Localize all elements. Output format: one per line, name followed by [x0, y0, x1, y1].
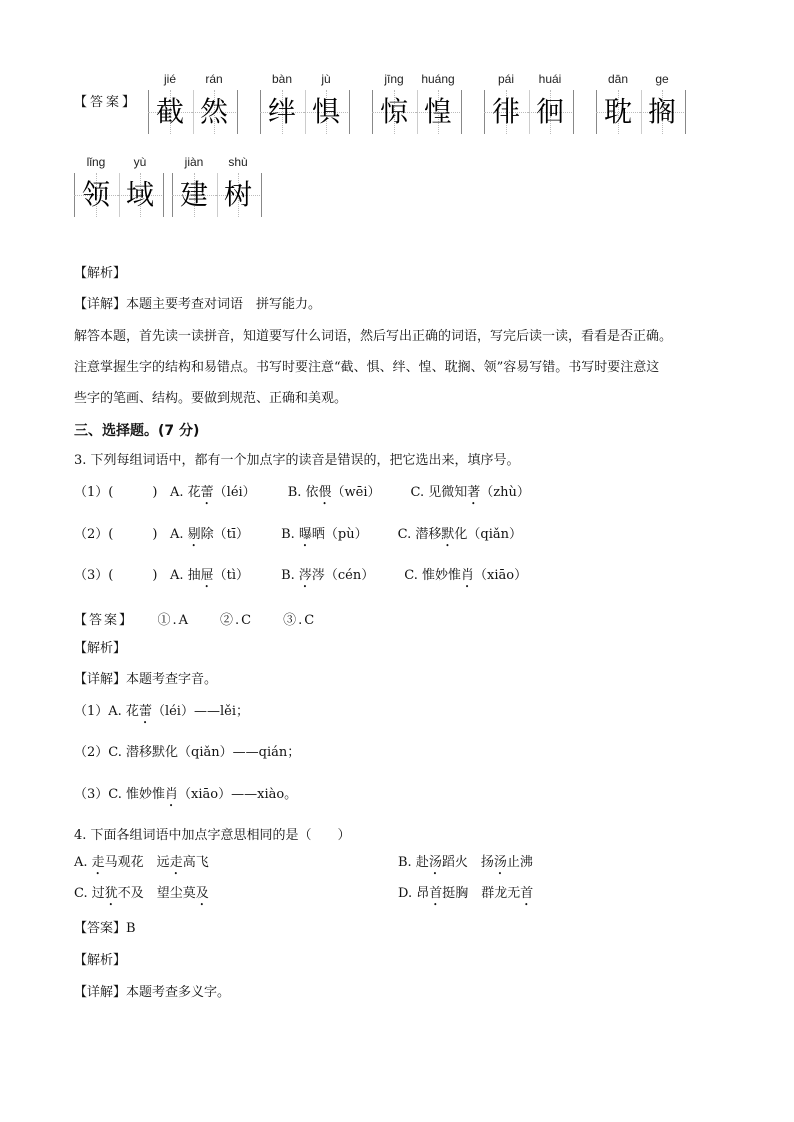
analysis-label: 【解析】	[74, 266, 127, 281]
dotted-char: 涔	[298, 568, 312, 583]
pinyin-label: jīng	[384, 72, 404, 86]
option-c-pinyin: 化（qiǎn）	[454, 527, 522, 542]
explanation-line-3: 些字的笔画、结构。要做到规范、正确和美观。	[74, 391, 348, 406]
character-cell	[304, 90, 348, 134]
option-text: 不及 望尘莫	[117, 886, 196, 901]
character-cell	[528, 90, 572, 134]
pinyin-label: ge	[655, 72, 669, 86]
answer-label: 【答案】	[74, 95, 139, 110]
character-cell	[372, 90, 416, 134]
option-c-pinyin: （zhù）	[480, 485, 530, 500]
dotted-char: 首	[520, 886, 534, 901]
option-text: A.	[74, 855, 92, 870]
dotted-char: 及	[195, 886, 209, 901]
dotted-char: 偎	[318, 485, 332, 500]
dotted-char: 犹	[104, 886, 118, 901]
character-cell	[416, 90, 460, 134]
question-4-stem: 4. 下面各组词语中加点字意思相同的是（ ）	[74, 828, 351, 843]
option-c: C. 见微知	[410, 485, 468, 500]
dotted-char: 著	[467, 485, 481, 500]
option-c	[74, 885, 209, 909]
character-cell	[192, 90, 236, 134]
dotted-char: 曝	[298, 527, 312, 542]
pinyin-label: jié	[163, 72, 176, 86]
explanation-line-1: 解答本题，首先读一读拼音，知道要写什么词语，然后写出正确的词语，写完后读一读，看看是否正确。	[74, 329, 673, 344]
pinyin-label: lǐng	[86, 155, 106, 169]
character: 截	[155, 95, 184, 128]
character-cell	[640, 90, 684, 134]
dotted-char: 走	[169, 855, 183, 870]
option-a: A. 花	[170, 485, 201, 500]
explanation-line-3	[74, 786, 297, 810]
option-text: C. 过	[74, 886, 105, 901]
question-3-item-3	[74, 567, 754, 591]
pinyin-label: huái	[538, 72, 562, 86]
pinyin-label: yù	[133, 155, 147, 169]
option-a	[74, 854, 209, 878]
question-3-stem: 3. 下列每组词语中，都有一个加点字的读音是错误的，把它选出来，填序号。	[74, 453, 520, 468]
option-b	[398, 854, 533, 878]
option-text: 止沸	[506, 855, 533, 870]
option-a-pinyin: 除（tī）	[200, 527, 250, 542]
option-c: C. 潜移	[397, 527, 442, 542]
character: 惊	[379, 95, 408, 128]
dotted-char: 剔	[187, 527, 201, 542]
pinyin-label: bàn	[271, 72, 293, 86]
character: 惶	[423, 95, 452, 128]
character: 领	[81, 178, 110, 211]
character: 建	[179, 178, 208, 211]
option-c: C. 惟妙惟	[404, 568, 462, 583]
question-3-item-2	[74, 526, 754, 550]
section-title: 三、选择题。(7 分)	[74, 423, 200, 439]
character-cell	[148, 90, 192, 134]
option-text: B. 赴	[398, 855, 429, 870]
character: 惧	[311, 95, 340, 128]
dotted-char: 汤	[493, 855, 507, 870]
explanation-text: （léi）——lěi；	[151, 704, 249, 719]
item-number: （1）( )	[74, 485, 158, 500]
dotted-char: 走	[91, 855, 105, 870]
option-a-pinyin: （tì）	[213, 568, 250, 583]
option-b-pinyin: 晒（pù）	[311, 527, 368, 542]
item-number: （2）( )	[74, 527, 158, 542]
character-cell	[74, 173, 118, 217]
explanation-line-1	[74, 703, 249, 727]
option-b: B.	[281, 527, 299, 542]
pinyin-label: pái	[497, 72, 514, 86]
explanation-line-2: 注意掌握生字的结构和易错点。书写时要注意“截、惧、绊、惶、耽搁、领”容易写错。书写时要注意这	[74, 360, 660, 375]
detail-text: 【详解】本题考查多义字。	[74, 985, 231, 1000]
pinyin-label: jiàn	[184, 155, 204, 169]
option-b: B. 依	[287, 485, 319, 500]
option-text: D. 昂	[398, 886, 430, 901]
character-cell	[260, 90, 304, 134]
explanation-text: （3）C. 惟妙惟	[74, 787, 166, 802]
dotted-char: 汤	[428, 855, 442, 870]
item-number: （3）( )	[74, 568, 158, 583]
option-a-pinyin: （léi）	[213, 485, 256, 500]
question-3-item-1	[74, 484, 754, 508]
option-c-pinyin: （xiāo）	[474, 568, 528, 583]
option-d	[398, 885, 533, 909]
dotted-char: 肖	[461, 568, 475, 583]
dotted-char: 首	[429, 886, 443, 901]
character: 徊	[535, 95, 564, 128]
character-cell	[484, 90, 528, 134]
option-b-pinyin: （wēi）	[331, 485, 381, 500]
explanation-line-2: （2）C. 潜移默化（qiǎn）——qián；	[74, 745, 301, 760]
character: 耽	[603, 95, 632, 128]
analysis-label: 【解析】	[74, 953, 127, 968]
dotted-char: 蕾	[138, 704, 152, 719]
option-text: 挺胸 群龙无	[442, 886, 521, 901]
option-text: 蹈火 扬	[441, 855, 494, 870]
pinyin-label: rán	[205, 72, 223, 86]
detail-text: 【详解】本题主要考查对词语 拼写能力。	[74, 297, 322, 312]
dotted-char: 默	[441, 527, 455, 542]
dotted-char: 蕾	[200, 485, 214, 500]
dotted-char: 屉	[200, 568, 214, 583]
character: 徘	[491, 95, 520, 128]
character: 搁	[647, 95, 676, 128]
option-a: A.	[170, 527, 188, 542]
pinyin-label: huáng	[421, 72, 455, 86]
character-cell	[216, 173, 260, 217]
pinyin-label: dān	[607, 72, 629, 86]
pinyin-label: shù	[228, 155, 248, 169]
character-cell	[118, 173, 162, 217]
pinyin-label: jù	[321, 72, 331, 86]
option-text: 高飞	[182, 855, 209, 870]
character-cell	[172, 173, 216, 217]
option-a: A. 抽	[170, 568, 201, 583]
question-3-answer: 【答案】 ①.A ②.C ③.C	[74, 613, 317, 628]
character: 树	[223, 178, 252, 211]
explanation-text: （1）A. 花	[74, 704, 139, 719]
character: 绊	[267, 95, 296, 128]
character-cell	[596, 90, 640, 134]
character: 域	[125, 178, 154, 211]
analysis-label: 【解析】	[74, 641, 127, 656]
character: 然	[199, 95, 228, 128]
detail-text: 【详解】本题考查字音。	[74, 672, 218, 687]
explanation-text: （xiāo）——xiào。	[178, 787, 298, 802]
option-b: B.	[281, 568, 299, 583]
option-b-pinyin: 涔（cén）	[311, 568, 375, 583]
option-text: 马观花 远	[104, 855, 170, 870]
question-4-answer: 【答案】B	[74, 921, 136, 936]
dotted-char: 肖	[165, 787, 179, 802]
